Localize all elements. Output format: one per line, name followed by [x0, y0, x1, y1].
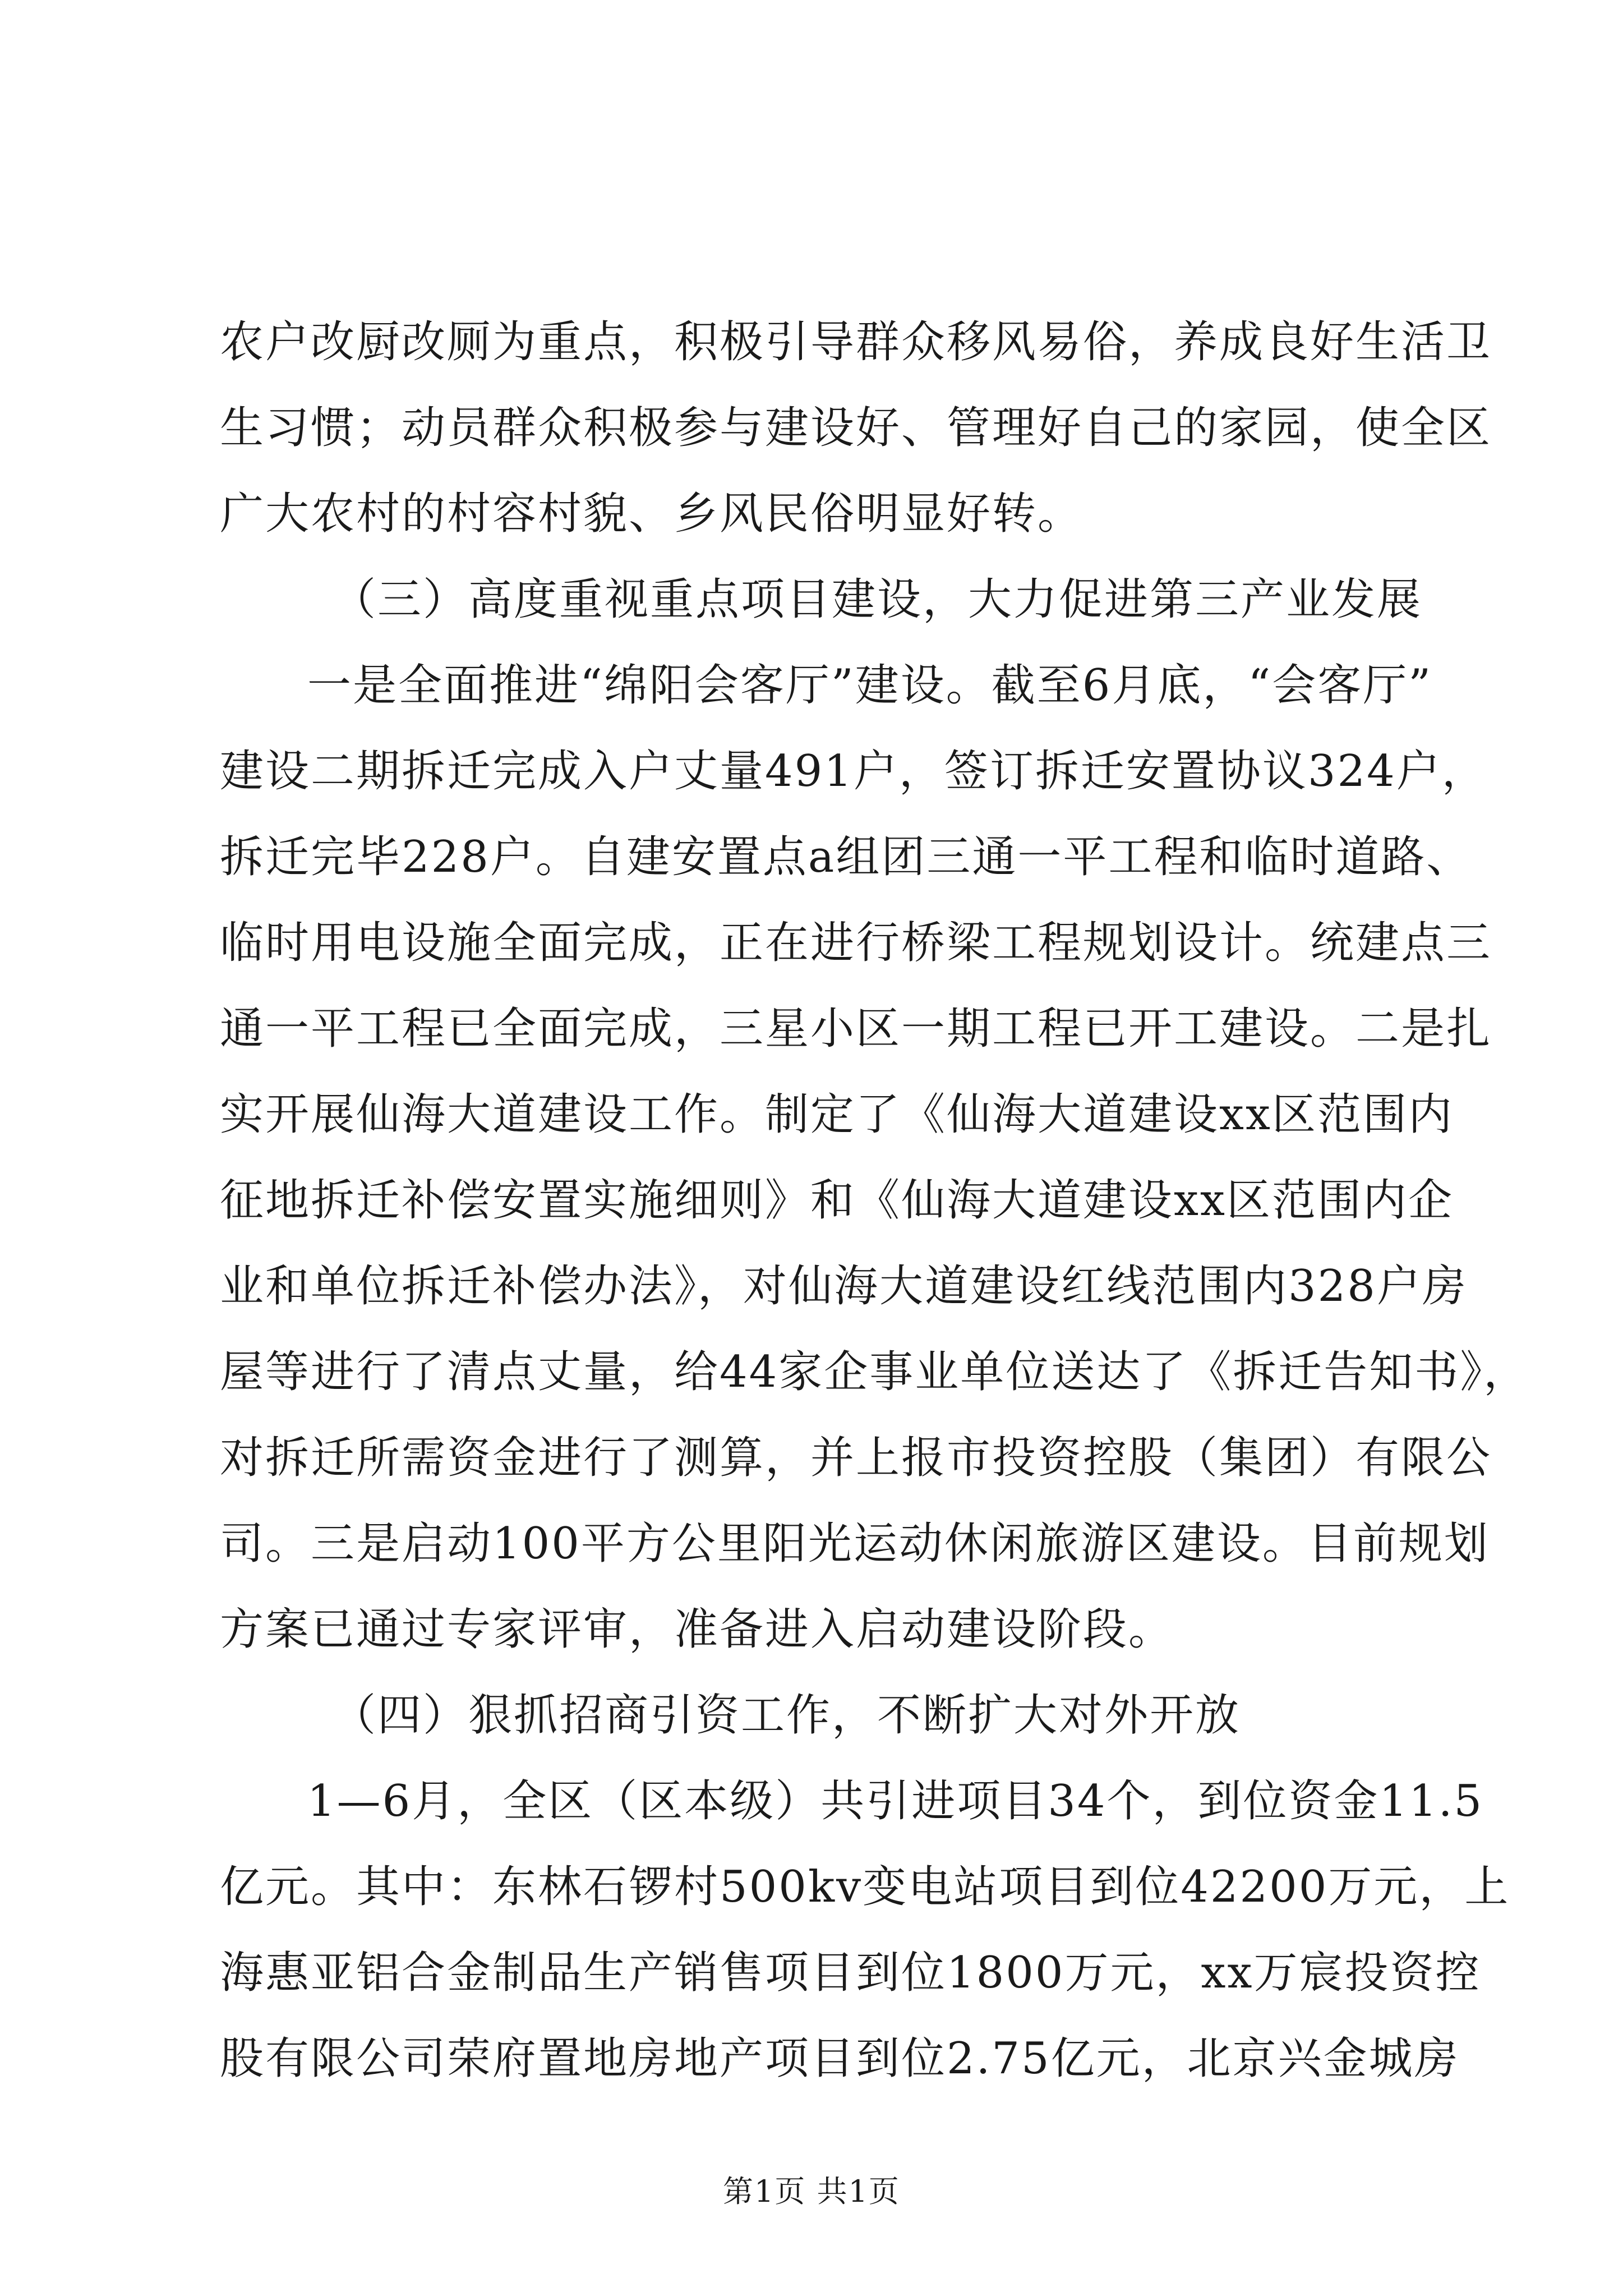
body-line: 通一平工程已全面完成，三星小区一期工程已开工建设。二是扎 — [220, 1004, 1492, 1054]
body-line: 广大农村的村容村貌、乡风民俗明显好转。 — [220, 489, 1083, 539]
body-line: 实开展仙海大道建设工作。制定了《仙海大道建设xx区范围内 — [220, 1089, 1454, 1140]
body-line: 征地拆迁补偿安置实施细则》和《仙海大道建设xx区范围内企 — [220, 1175, 1454, 1226]
page-number-indicator: 第1页 共1页 — [723, 2174, 900, 2209]
body-line: 亿元。其中：东林石锣村500kv变电站项目到位42200万元，上 — [220, 1862, 1510, 1912]
body-line: 业和单位拆迁补偿办法》，对仙海大道建设红线范围内328户房 — [220, 1261, 1468, 1312]
body-line: 屋等进行了清点丈量，给44家企事业单位送达了《拆迁告知书》， — [220, 1347, 1529, 1397]
section-heading-3: （三）高度重视重点项目建设，大力促进第三产业发展 — [332, 574, 1423, 625]
body-line: 拆迁完毕228户。自建安置点a组团三通一平工程和临时道路、 — [220, 832, 1472, 882]
paragraph-start: 一是全面推进“绵阳会客厅”建设。截至6月底，“会客厅” — [307, 660, 1433, 711]
body-line: 司。三是启动100平方公里阳光运动休闲旅游区建设。目前规划 — [220, 1519, 1490, 1569]
body-line: 临时用电设施全面完成，正在进行桥梁工程规划设计。统建点三 — [220, 918, 1492, 968]
body-line: 方案已通过专家评审，准备进入启动建设阶段。 — [220, 1604, 1174, 1655]
body-line: 对拆迁所需资金进行了测算，并上报市投资控股（集团）有限公 — [220, 1433, 1492, 1483]
section-heading-4: （四）狠抓招商引资工作，不断扩大对外开放 — [332, 1690, 1241, 1741]
body-line: 建设二期拆迁完成入户丈量491户，签订拆迁安置协议324户， — [220, 746, 1487, 797]
page-footer — [0, 2172, 1623, 2211]
body-line: 股有限公司荣府置地房地产项目到位2.75亿元，北京兴金城房 — [220, 2033, 1460, 2084]
body-line: 农户改厨改厕为重点，积极引导群众移风易俗，养成良好生活卫 — [220, 317, 1492, 367]
document-body — [220, 300, 1529, 2102]
body-line: 海惠亚铝合金制品生产销售项目到位1800万元，xx万宸投资控 — [220, 1948, 1481, 1998]
paragraph-start: 1—6月，全区（区本级）共引进项目34个，到位资金11.5 — [307, 1776, 1484, 1826]
body-line: 生习惯；动员群众积极参与建设好、管理好自己的家园，使全区 — [220, 403, 1492, 453]
